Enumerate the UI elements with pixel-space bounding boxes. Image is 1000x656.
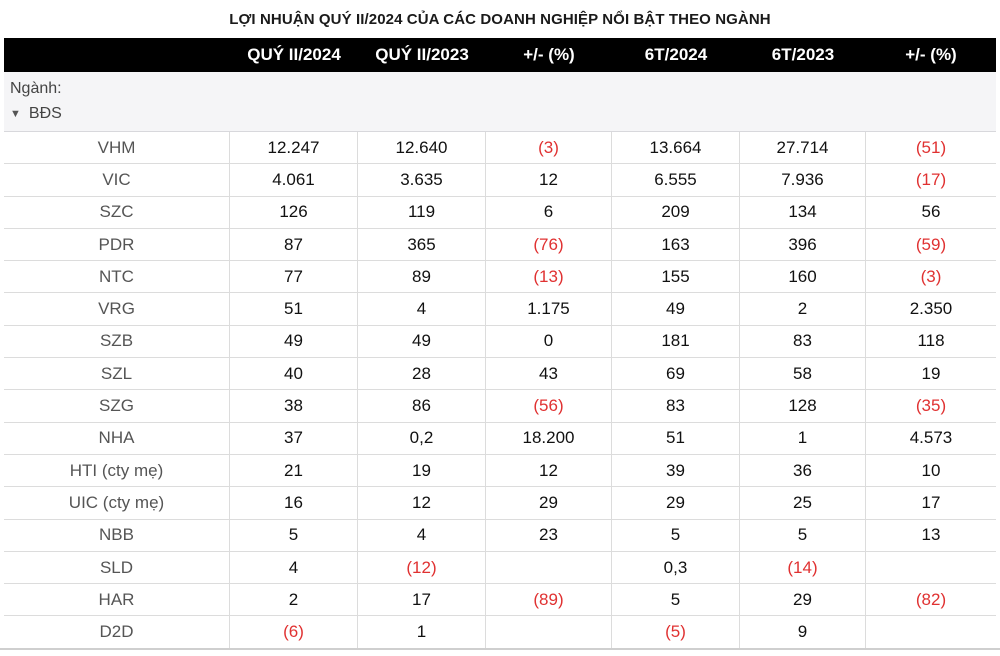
- cell-q-change: 12: [486, 164, 612, 195]
- table-title: LỢI NHUẬN QUÝ II/2024 CỦA CÁC DOANH NGHIỆP NỔI BẬT THEO NGÀNH: [229, 10, 771, 28]
- cell-q2-2024: 77: [230, 261, 358, 292]
- cell-6m-2024: 181: [612, 326, 740, 357]
- cell-name: SZC: [4, 197, 230, 228]
- cell-6m-change: (3): [920, 266, 942, 286]
- cell-q2-2023: 89: [358, 261, 486, 292]
- cell-q2-2023: 119: [358, 197, 486, 228]
- table-row[interactable]: [4, 487, 996, 519]
- cell-q-change: [486, 552, 612, 583]
- cell-6m-change: 19: [921, 363, 941, 383]
- cell-6m-2023: 36: [740, 455, 866, 486]
- cell-6m-change: 10: [921, 460, 941, 480]
- cell-6m-change: [866, 552, 996, 583]
- cell-q2-2023: 4: [358, 293, 486, 324]
- table-row[interactable]: [4, 616, 996, 648]
- cell-6m-2023: 7.936: [740, 164, 866, 195]
- table-row[interactable]: [4, 293, 996, 325]
- cell-6m-2024: 6.555: [612, 164, 740, 195]
- cell-q-change: [486, 616, 612, 647]
- cell-q-change: (13): [486, 261, 612, 292]
- cell-q2-2024: 2: [230, 584, 358, 615]
- cell-q2-2023: 365: [358, 229, 486, 260]
- cell-q2-2023: 28: [358, 358, 486, 389]
- table-row[interactable]: [4, 326, 996, 358]
- cell-6m-2024: 0,3: [612, 552, 740, 583]
- cell-name: SZB: [4, 326, 230, 357]
- cell-6m-change: 17: [921, 492, 941, 512]
- cell-q2-2023: 86: [358, 390, 486, 421]
- table-row[interactable]: [4, 229, 996, 261]
- cell-6m-2024: 83: [612, 390, 740, 421]
- cell-q2-2024: 16: [230, 487, 358, 518]
- cell-q2-2024: 49: [230, 326, 358, 357]
- cell-6m-change: 4.573: [909, 428, 953, 448]
- cell-name: VIC: [4, 164, 230, 195]
- cell-q2-2023: 4: [358, 520, 486, 551]
- cell-q2-2023: 3.635: [358, 164, 486, 195]
- cell-6m-2024: 51: [612, 423, 740, 454]
- table-row[interactable]: [4, 164, 996, 196]
- group-header: [4, 72, 996, 132]
- cell-name: D2D: [4, 616, 230, 647]
- table-row[interactable]: [4, 552, 996, 584]
- cell-q-change: 12: [486, 455, 612, 486]
- cell-6m-change: (59): [915, 234, 947, 254]
- cell-6m-change: (17): [915, 169, 947, 189]
- cell-6m-2024: 69: [612, 358, 740, 389]
- cell-q2-2023: 19: [358, 455, 486, 486]
- cell-6m-2023: 128: [740, 390, 866, 421]
- cell-6m-2024: 5: [612, 520, 740, 551]
- column-header-q2-2023[interactable]: QUÝ II/2023: [375, 45, 469, 64]
- column-header-q2-2024[interactable]: QUÝ II/2024: [247, 45, 341, 64]
- cell-q-change: (89): [486, 584, 612, 615]
- cell-q2-2023: 12: [358, 487, 486, 518]
- cell-name: VHM: [4, 132, 230, 163]
- table-bottom-border: [0, 648, 1000, 650]
- cell-6m-2023: 27.714: [740, 132, 866, 163]
- cell-6m-2023: 134: [740, 197, 866, 228]
- cell-6m-2023: 9: [740, 616, 866, 647]
- group-label: Ngành:: [10, 80, 62, 97]
- group-toggle[interactable]: [10, 105, 62, 123]
- cell-6m-2023: 396: [740, 229, 866, 260]
- cell-6m-2023: 58: [740, 358, 866, 389]
- cell-6m-2024: 39: [612, 455, 740, 486]
- cell-name: UIC (cty mẹ): [4, 487, 230, 518]
- cell-6m-2024: 29: [612, 487, 740, 518]
- cell-name: PDR: [4, 229, 230, 260]
- cell-q-change: 29: [486, 487, 612, 518]
- cell-q2-2023: (12): [358, 552, 486, 583]
- table-row[interactable]: [4, 261, 996, 293]
- cell-name: SLD: [4, 552, 230, 583]
- cell-q2-2023: 0,2: [358, 423, 486, 454]
- cell-name: SZG: [4, 390, 230, 421]
- cell-6m-2024: 155: [612, 261, 740, 292]
- cell-q2-2024: 51: [230, 293, 358, 324]
- cell-q2-2023: 17: [358, 584, 486, 615]
- cell-q2-2024: 12.247: [230, 132, 358, 163]
- cell-6m-change: 2.350: [909, 299, 953, 319]
- cell-q-change: 1.175: [486, 293, 612, 324]
- cell-q-change: 0: [486, 326, 612, 357]
- cell-name: HTI (cty mẹ): [4, 455, 230, 486]
- cell-q2-2024: 38: [230, 390, 358, 421]
- table-row[interactable]: [4, 197, 996, 229]
- cell-6m-change: 118: [917, 331, 945, 351]
- cell-q2-2024: (6): [230, 616, 358, 647]
- cell-q2-2024: 21: [230, 455, 358, 486]
- cell-6m-2024: 49: [612, 293, 740, 324]
- cell-6m-change: (51): [915, 137, 947, 157]
- table-row[interactable]: [4, 132, 996, 164]
- column-header-6m-2024[interactable]: 6T/2024: [644, 45, 708, 64]
- cell-6m-change: 56: [921, 202, 941, 222]
- cell-q2-2024: 4: [230, 552, 358, 583]
- cell-q2-2024: 4.061: [230, 164, 358, 195]
- cell-6m-2023: (14): [740, 552, 866, 583]
- cell-6m-2024: 209: [612, 197, 740, 228]
- cell-name: HAR: [4, 584, 230, 615]
- cell-6m-2023: 5: [740, 520, 866, 551]
- triangle-down-icon[interactable]: ▼: [10, 108, 21, 120]
- cell-6m-2024: 13.664: [612, 132, 740, 163]
- cell-name: NTC: [4, 261, 230, 292]
- cell-q2-2024: 5: [230, 520, 358, 551]
- cell-name: NHA: [4, 423, 230, 454]
- cell-q2-2024: 126: [230, 197, 358, 228]
- cell-q-change: (56): [486, 390, 612, 421]
- cell-q-change: (76): [486, 229, 612, 260]
- cell-q2-2023: 49: [358, 326, 486, 357]
- cell-6m-2023: 1: [740, 423, 866, 454]
- table-row[interactable]: [4, 520, 996, 552]
- table-row[interactable]: [4, 358, 996, 390]
- cell-name: NBB: [4, 520, 230, 551]
- cell-q2-2024: 87: [230, 229, 358, 260]
- cell-q2-2023: 1: [358, 616, 486, 647]
- cell-q2-2024: 40: [230, 358, 358, 389]
- group-value: BĐS: [28, 105, 62, 122]
- cell-6m-2024: 163: [612, 229, 740, 260]
- cell-6m-change: 13: [921, 525, 941, 545]
- cell-6m-2023: 160: [740, 261, 866, 292]
- cell-name: VRG: [4, 293, 230, 324]
- column-header-name[interactable]: [4, 38, 230, 72]
- table-row[interactable]: [4, 455, 996, 487]
- table-row[interactable]: [4, 584, 996, 616]
- table-body: [4, 132, 996, 649]
- column-header-6m-2023[interactable]: 6T/2023: [771, 45, 835, 64]
- cell-q-change: 43: [486, 358, 612, 389]
- cell-name: SZL: [4, 358, 230, 389]
- cell-q-change: 18.200: [486, 423, 612, 454]
- cell-6m-change: [866, 616, 996, 647]
- cell-q-change: 6: [486, 197, 612, 228]
- cell-q2-2024: 37: [230, 423, 358, 454]
- cell-6m-change: (82): [915, 589, 947, 609]
- cell-6m-2023: 2: [740, 293, 866, 324]
- column-header-6m-change[interactable]: +/- (%): [905, 45, 957, 64]
- column-header-q-change[interactable]: +/- (%): [523, 45, 575, 64]
- cell-q2-2023: 12.640: [358, 132, 486, 163]
- column-header-row: [4, 38, 996, 72]
- table-row[interactable]: [4, 390, 996, 422]
- cell-6m-2024: (5): [612, 616, 740, 647]
- cell-6m-2023: 25: [740, 487, 866, 518]
- cell-q-change: 23: [486, 520, 612, 551]
- cell-6m-2023: 83: [740, 326, 866, 357]
- cell-6m-2023: 29: [740, 584, 866, 615]
- table-row[interactable]: [4, 423, 996, 455]
- cell-6m-2024: 5: [612, 584, 740, 615]
- cell-6m-change: (35): [915, 396, 947, 416]
- cell-q-change: (3): [486, 132, 612, 163]
